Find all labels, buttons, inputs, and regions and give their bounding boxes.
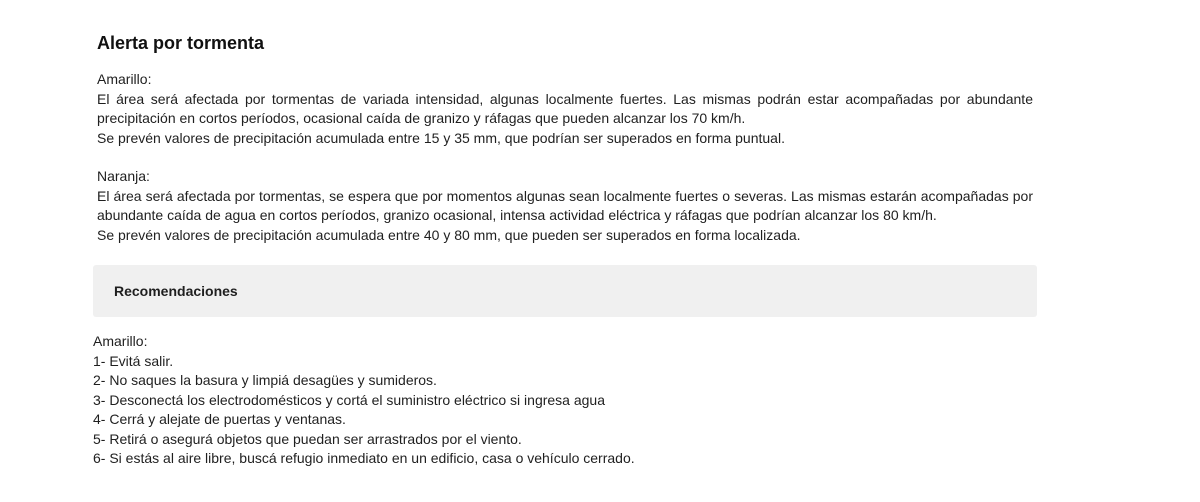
alert-level-naranja — [97, 167, 1033, 245]
recommendations-header-label: Recomendaciones — [114, 283, 238, 299]
alert-section — [97, 31, 1033, 264]
level-precipitation: Se prevén valores de precipitación acumulada entre 15 y 35 mm, que podrían ser superados en forma puntual. — [97, 129, 785, 146]
alert-level-amarillo — [97, 70, 1033, 148]
level-precipitation: Se prevén valores de precipitación acumulada entre 40 y 80 mm, que pueden ser superados en forma localizada. — [97, 226, 801, 243]
list-item: 4- Cerrá y alejate de puertas y ventanas. — [93, 411, 346, 427]
list-item: 6- Si estás al aire libre, buscá refugio inmediato en un edificio, casa o vehículo cerrado. — [93, 450, 635, 466]
list-item: 3- Desconectá los electrodomésticos y cortá el suministro eléctrico si ingresa agua — [93, 391, 606, 408]
recommendations-accordion-header[interactable] — [93, 265, 1037, 317]
recommendations-level-name: Amarillo: — [93, 333, 148, 349]
list-item: 2- No saques la basura y limpiá desagües y sumideros. — [93, 372, 437, 388]
recommendations-list — [93, 332, 1037, 469]
alert-title: Alerta por tormenta — [97, 33, 265, 53]
level-description: El área será afectada por tormentas de variada intensidad, algunas localmente fuertes. Las mismas podrán estar acompañadas por abundante precipitación en cortos períodos, ocasional caída de granizo y ráfagas que pueden alcanzar los 70 km/h. — [97, 90, 1033, 126]
level-description: El área será afectada por tormentas, se espera que por momentos algunas sean localmente fuertes o severas. Las mismas estarán acompañadas por abundante caída de agua en cortos períodos, granizo ocasional, intensa actividad eléctrica y ráfagas que podrían alcanzar los 80 km/h. — [97, 187, 1033, 223]
level-name-naranja: Naranja: — [97, 168, 150, 184]
level-name-amarillo: Amarillo: — [97, 71, 152, 87]
list-item: 1- Evitá salir. — [93, 352, 174, 369]
list-item: 5- Retirá o asegurá objetos que puedan ser arrastrados por el viento. — [93, 430, 522, 447]
